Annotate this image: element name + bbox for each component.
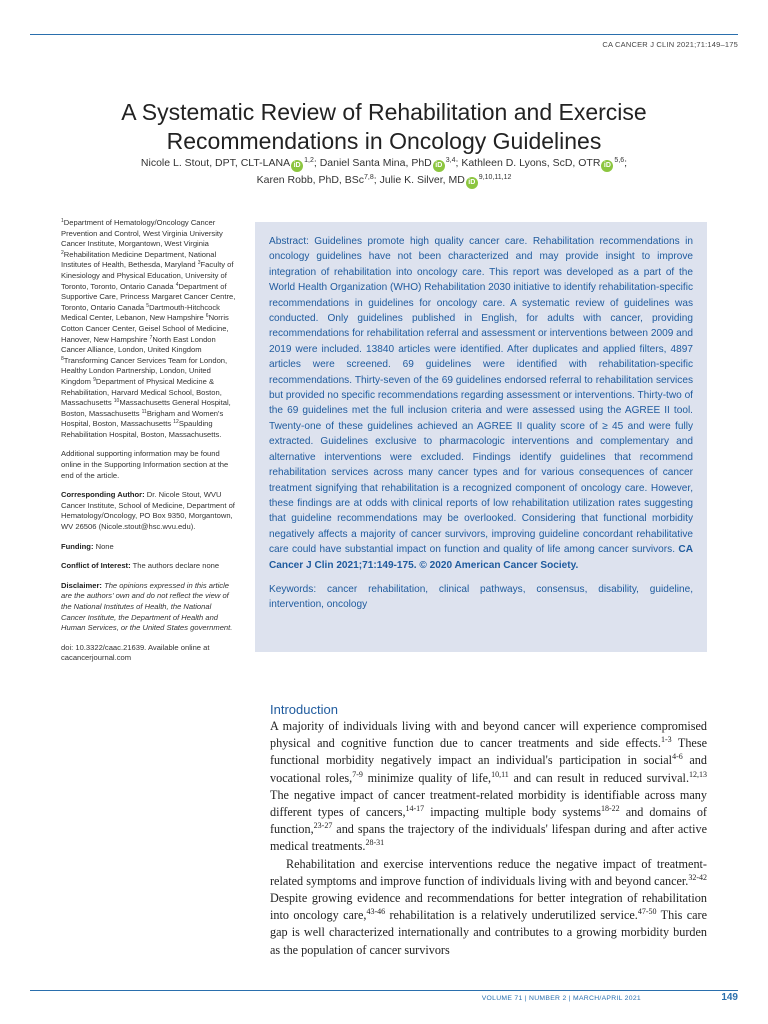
citation-ref: 43-46 [366,907,386,917]
affiliation-number: 12 [173,419,179,426]
affiliation-text: Transforming Cancer Services Team for London, Healthy London Partnership, London, United Kingdom [61,355,228,386]
author-separator: ; [455,157,462,169]
affiliation-text: Rehabilitation Medicine Department, National Institutes of Health, Bethesda, Maryland [61,249,217,270]
affiliation-text: Department of Physical Medicine & Rehabilitation, Harvard Medical School, Boston, Massachusetts [61,376,222,408]
keywords-label: Keywords [269,583,314,595]
author-separator: ; [373,174,380,186]
affiliation-text: Norris Cotton Cancer Center, Geisel School of Medicine, Hanover, New Hampshire [61,313,229,344]
journal-reference: CA CANCER J CLIN 2021;71:149–175 [602,40,738,49]
intro-paragraph [270,718,707,856]
funding-text: None [93,541,114,551]
introduction-heading: Introduction [270,702,338,717]
intro-paragraph [270,856,707,959]
citation-ref: 7-9 [352,769,363,779]
article-title: A Systematic Review of Rehabilitation and Exercise Recommendations in Oncology Guidelines [121,99,647,155]
affiliation-number: 8 [61,355,64,362]
funding [61,542,236,553]
doi-note: doi: 10.3322/caac.21639. Available online at cacancerjournal.com [61,642,210,663]
author-list [60,155,708,189]
intro-text: and vocational roles, [270,753,707,785]
citation-ref: 28-31 [365,838,385,848]
intro-text: and can result in reduced survival. [508,770,689,785]
intro-text: This care gap is well characterized internationally and contributes to a growing morbidity burden as the population of cancer survivors [270,908,708,957]
affiliation-number: 5 [146,302,150,309]
abstract-label: Abstract [269,236,307,247]
citation-ref: 14-17 [405,804,425,814]
corresponding-label: Corresponding Author: [61,490,145,500]
header-rule [30,34,738,35]
affiliation-text: Massachusetts General Hospital, Boston, Massachusetts [61,398,231,418]
disclaimer [61,581,236,634]
affiliation-number: 4 [175,281,179,288]
affiliation-number: 6 [205,313,209,320]
orcid-icon[interactable]: iD [291,160,303,172]
sidebar-notes [61,218,236,673]
citation-ref: 12,13 [689,769,707,779]
author-name: Julie K. Silver, MD [379,174,465,186]
intro-text: Rehabilitation and exercise interventions reduce the negative impact of treatment-related symptoms and improve function of individuals living with and beyond cancer. [270,856,707,888]
conflict-of-interest [61,561,236,572]
author-affiliation-ref: 9,10,11,12 [478,174,512,181]
page-number: 149 [721,992,738,1003]
affiliation-number: 3 [197,260,201,267]
intro-text: A majority of individuals living with and beyond cancer will experience compromised physical and cognitive function due to cancer treatments and side effects. [270,719,707,751]
affiliations [61,218,236,440]
citation-ref: 10,11 [491,769,509,779]
abstract-text: : Guidelines promote high quality cancer care. Rehabilitation recommendations in oncology guidelines have not been characterized and may provide insight to improve integration of rehabilitation into oncology care. This report was developed as a part of the World Health Organization (WHO) Rehabilitation 2030 initiative to identify rehabilitation-specific recommendations in guidelines for oncology care. A systematic review of guidelines was conducted. Only guidelines published in English, for adults with cancer, providing recommendations for rehabilitation referral and assessment or interventions between 2009 and 2019 were included. 13840 articles were identified. After duplicates and applied filters, 4897 articles were screened. 69 guidelines were identified with rehabilitation-specific recommendations. Thirty-seven of the 69 guidelines endorsed referral to rehabilitation services but provided no specific recommendations regarding assessment or interventions. Thirty-two of the 69 guidelines met the full inclusion criteria and were assessed using the AGREE II tool. Twenty-one of these guidelines achieved an AGREE II quality score of ≥ 45 and were fully extracted. Guidelines exclusive to pharmacologic interventions and complementary and alternative interventions were excluded. Findings identify guidelines that recommend rehabilitation services across many cancer types and for various consequences of cancer treatment signifying that rehabilitation is a recognized component of oncology care. However, these findings are at odds with clinical reports of low rehabilitation utilization rates suggesting that guideline recommendations may be overlooked. Considering that functional morbidity negatively affects a majority of cancer survivors, improving guideline concordant rehabilitative care could have substantial impact on function and quality of life among cancer survivors. [269,236,693,556]
abstract-box [255,222,707,652]
intro-text: The negative impact of cancer treatment-related morbidity is identifiable across many different types of cancers, [270,787,707,820]
author-affiliation-ref: 5,6 [614,157,625,164]
intro-text: and domains of function, [270,805,707,837]
author-name: Nicole L. Stout, DPT, CLT-LANA [140,157,291,169]
author-name: Karen Robb, PhD, BSc [256,174,365,186]
supporting-info-note: Additional supporting information may be found online in the Supporting Information section at the end of the article. [61,449,229,480]
affiliation-text: Brigham and Women's Hospital, Boston, Massachusetts [61,408,224,429]
affiliation-text: North East London Cancer Alliance, London, United Kingdom [61,334,216,355]
affiliation-text: Dartmouth-Hitchcock Medical Center, Lebanon, New Hampshire [61,302,220,323]
affiliation-text: Department of Hematology/Oncology Cancer Prevention and Control, West Virginia University Cancer Institute, Morgantown, West Virginia [61,218,223,249]
disclaimer-label: Disclaimer: [61,580,102,590]
corresponding-author [61,490,236,532]
issue-info: VOLUME 71 | NUMBER 2 | MARCH/APRIL 2021 [481,995,641,1002]
author-separator: ; [624,157,628,169]
intro-text: impacting multiple body systems [424,805,601,820]
affiliation-number: 2 [61,249,64,256]
affiliation-text: Faculty of Kinesiology and Physical Education, University of Toronto, Toronto, Ontario Canada [61,260,234,291]
conflict-text: The authors declare none [130,561,220,571]
intro-text: minimize quality of life, [362,770,492,785]
intro-text: and spans the trajectory of the individuals' lifespan during and after active medical treatments. [270,822,707,854]
citation-ref: 47-50 [637,907,657,917]
intro-text: Despite growing evidence and recommendations for better integration of rehabilitation into oncology care, [270,891,707,923]
orcid-icon[interactable]: iD [601,160,613,172]
author-name: Kathleen D. Lyons, ScD, OTR [461,157,601,169]
affiliation-number: 9 [93,376,96,383]
funding-label: Funding: [61,541,94,551]
author-affiliation-ref: 1,2 [304,157,314,164]
citation-ref: 4-6 [672,752,683,762]
conflict-label: Conflict of Interest: [61,561,131,571]
abstract [269,234,693,573]
affiliation-number: 1 [61,218,64,224]
orcid-icon[interactable]: iD [466,177,478,189]
orcid-icon[interactable]: iD [433,160,445,172]
author-separator: ; [313,157,320,169]
author-affiliation-ref: 7,8 [364,174,374,181]
citation-ref: 18-22 [600,804,620,814]
intro-text: These functional morbidity negatively impact an individual's participation in social [270,736,707,768]
introduction-body [270,718,707,959]
footer-rule [30,990,738,991]
citation-ref: 1-3 [660,735,672,745]
corresponding-text: Dr. Nicole Stout, WVU Cancer Institute, School of Medicine, Department of Hematology/Oncology, PO Box 9350, Morgantown, WV 26506 (Nicole.stout@hsc.wvu.edu). [61,490,235,532]
author-name: Daniel Santa Mina, PhD [319,157,432,169]
keywords-text: : cancer rehabilitation, clinical pathways, consensus, disability, guideline, intervention, oncology [269,583,693,611]
affiliation-number: 7 [149,334,153,341]
abstract-citation: CA Cancer J Clin 2021;71:149-175. © 2020 American Cancer Society. [269,544,693,571]
affiliation-number: 11 [141,408,147,415]
affiliation-text: Department of Supportive Care, Princess Margaret Cancer Centre, Toronto, Ontario Canada [61,281,236,312]
intro-text: rehabilitation is a relatively underutilized service. [385,908,638,923]
citation-ref: 32-42 [688,872,707,882]
affiliation-number: 10 [113,398,120,405]
affiliation-text: Spaulding Rehabilitation Hospital, Boston, Massachusetts. [61,419,222,439]
disclaimer-text: The opinions expressed in this article are the authors' own and do not reflect the view of the National Institutes of Health, the National Cancer Institute, the Department of Health and Human Services, or the United States government. [61,580,233,633]
keywords [269,582,693,613]
author-affiliation-ref: 3,4 [445,157,456,164]
citation-ref: 23-27 [313,821,333,831]
